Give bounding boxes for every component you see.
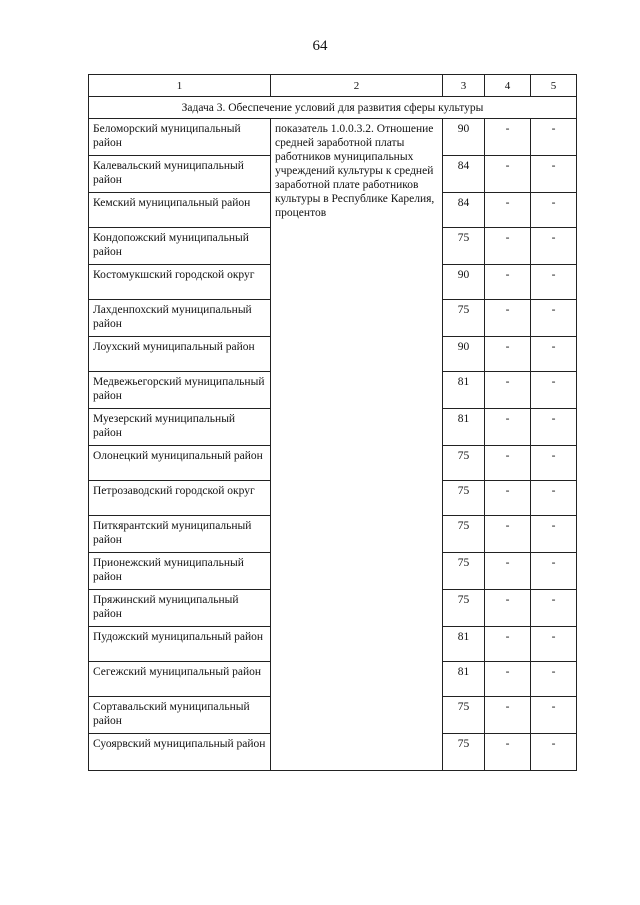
municipality-name: Прионежский муниципальный район <box>89 553 271 590</box>
value-col3: 75 <box>443 553 485 590</box>
municipality-name: Пудожский муниципальный район <box>89 627 271 662</box>
municipality-name: Медвежьегорский муниципальный район <box>89 372 271 409</box>
municipality-name: Пряжинский муниципальный район <box>89 590 271 627</box>
value-col4: - <box>485 193 531 228</box>
value-col3: 75 <box>443 590 485 627</box>
value-col3: 81 <box>443 662 485 697</box>
municipality-name: Лахденпохский муниципальный район <box>89 300 271 337</box>
municipality-name: Петрозаводский городской округ <box>89 481 271 516</box>
value-col3: 75 <box>443 516 485 553</box>
value-col3: 84 <box>443 156 485 193</box>
value-col3: 90 <box>443 265 485 300</box>
value-col5: - <box>531 516 577 553</box>
value-col5: - <box>531 265 577 300</box>
value-col4: - <box>485 734 531 771</box>
municipality-name: Костомукшский городской округ <box>89 265 271 300</box>
value-col5: - <box>531 300 577 337</box>
value-col5: - <box>531 337 577 372</box>
value-col4: - <box>485 697 531 734</box>
value-col3: 81 <box>443 627 485 662</box>
column-number: 1 <box>89 75 271 97</box>
value-col3: 75 <box>443 734 485 771</box>
municipality-name: Кондопожский муниципальный район <box>89 228 271 265</box>
value-col4: - <box>485 481 531 516</box>
column-number: 5 <box>531 75 577 97</box>
column-number: 2 <box>271 75 443 97</box>
value-col5: - <box>531 481 577 516</box>
task-title: Задача 3. Обеспечение условий для развития сферы культуры <box>89 97 577 119</box>
value-col5: - <box>531 119 577 156</box>
value-col5: - <box>531 228 577 265</box>
municipality-name: Сортавальский муниципальный район <box>89 697 271 734</box>
municipality-name: Кемский муниципальный район <box>89 193 271 228</box>
table-row <box>89 119 577 156</box>
value-col5: - <box>531 409 577 446</box>
value-col4: - <box>485 627 531 662</box>
column-number: 4 <box>485 75 531 97</box>
municipality-name: Сегежский муниципальный район <box>89 662 271 697</box>
value-col3: 75 <box>443 446 485 481</box>
value-col5: - <box>531 697 577 734</box>
value-col3: 75 <box>443 228 485 265</box>
value-col4: - <box>485 516 531 553</box>
value-col3: 75 <box>443 481 485 516</box>
value-col5: - <box>531 590 577 627</box>
municipality-name: Лоухский муниципальный район <box>89 337 271 372</box>
value-col5: - <box>531 193 577 228</box>
value-col5: - <box>531 372 577 409</box>
value-col4: - <box>485 228 531 265</box>
value-col3: 90 <box>443 119 485 156</box>
value-col3: 75 <box>443 300 485 337</box>
value-col4: - <box>485 156 531 193</box>
value-col3: 90 <box>443 337 485 372</box>
value-col4: - <box>485 590 531 627</box>
municipality-name: Суоярвский муниципальный район <box>89 734 271 771</box>
value-col3: 84 <box>443 193 485 228</box>
value-col3: 75 <box>443 697 485 734</box>
value-col5: - <box>531 553 577 590</box>
value-col4: - <box>485 446 531 481</box>
value-col5: - <box>531 734 577 771</box>
column-number: 3 <box>443 75 485 97</box>
value-col4: - <box>485 300 531 337</box>
value-col4: - <box>485 409 531 446</box>
municipality-name: Беломорский муниципальный район <box>89 119 271 156</box>
value-col3: 81 <box>443 409 485 446</box>
municipality-name: Калевальский муниципальный район <box>89 156 271 193</box>
value-col3: 81 <box>443 372 485 409</box>
value-col4: - <box>485 662 531 697</box>
column-number-row <box>89 75 577 97</box>
value-col5: - <box>531 156 577 193</box>
page-number: 64 <box>312 38 328 54</box>
value-col4: - <box>485 119 531 156</box>
value-col4: - <box>485 337 531 372</box>
municipality-name: Питкярантский муниципальный район <box>89 516 271 553</box>
indicator-table <box>88 74 577 771</box>
municipality-name: Муезерский муниципальный район <box>89 409 271 446</box>
value-col5: - <box>531 446 577 481</box>
value-col4: - <box>485 265 531 300</box>
value-col5: - <box>531 627 577 662</box>
municipality-name: Олонецкий муниципальный район <box>89 446 271 481</box>
task-row <box>89 97 577 119</box>
value-col5: - <box>531 662 577 697</box>
value-col4: - <box>485 553 531 590</box>
value-col4: - <box>485 372 531 409</box>
indicator-description: показатель 1.0.0.3.2. Отношение средней заработной платы работников муниципальных учреждений культуры к средней заработной плате работников культуры в Республике Карелия, процентов <box>271 119 443 771</box>
